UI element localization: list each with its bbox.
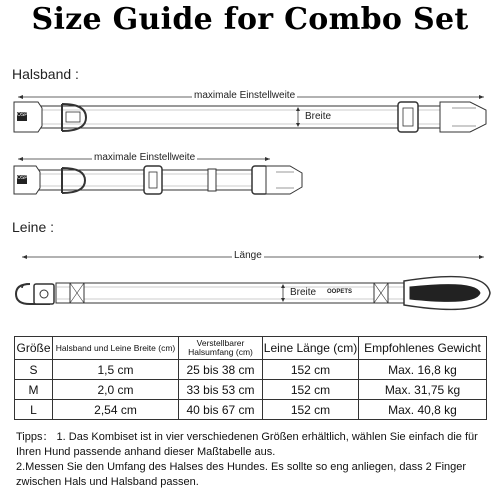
cell-length: 152 cm [263, 360, 359, 380]
size-table [14, 336, 487, 420]
cell-neck: 40 bis 67 cm [179, 400, 263, 420]
table-header-row [15, 337, 487, 360]
cell-size: M [15, 380, 53, 400]
collar-adjust-label: maximale Einstellweite [194, 90, 296, 101]
header-length: Leine Länge (cm) [263, 337, 359, 360]
header-size: Größe [15, 337, 53, 360]
cell-neck: 25 bis 38 cm [179, 360, 263, 380]
leash-length-label: Länge [234, 250, 262, 261]
page-title: Size Guide for Combo Set [31, 2, 469, 37]
header-weight: Empfohlenes Gewicht [359, 337, 487, 360]
leash-illustration [16, 255, 490, 309]
collar-width-label: Breite [305, 111, 332, 122]
cell-length: 152 cm [263, 380, 359, 400]
cell-size: L [15, 400, 53, 420]
cell-width: 1,5 cm [53, 360, 179, 380]
cell-size: S [15, 360, 53, 380]
header-neck: Verstellbarer Halsumfang (cm) [179, 337, 263, 360]
tip-2: 2.Messen Sie den Umfang des Halses des Hundes. Es sollte so eng anliegen, dass 2 Finger zwischen Hals und Halsband passen. [16, 461, 467, 488]
cell-weight: Max. 40,8 kg [359, 400, 487, 420]
table-row [15, 380, 487, 400]
leash-width-label: Breite [290, 287, 317, 298]
cell-width: 2,54 cm [53, 400, 179, 420]
leash-section-label: Leine : [12, 219, 55, 235]
table-row [15, 360, 487, 380]
cell-width: 2,0 cm [53, 380, 179, 400]
cell-length: 152 cm [263, 400, 359, 420]
header-width: Halsband und Leine Breite (cm) [53, 337, 179, 360]
table-row [15, 400, 487, 420]
cell-neck: 33 bis 53 cm [179, 380, 263, 400]
tips-section [16, 430, 488, 490]
cell-weight: Max. 16,8 kg [359, 360, 487, 380]
cell-weight: Max. 31,75 kg [359, 380, 487, 400]
collar-tag: OSPETS [17, 112, 38, 118]
tip-1: Tipps： 1. Das Kombiset ist in vier verschiedenen Größen erhältlich, wählen Sie einfach die für Ihren Hund passende anhand dieser Maßtabelle aus. [16, 431, 478, 458]
collar-small-tag: OSPETS [17, 175, 38, 181]
leash-tag: OOPETS [327, 289, 353, 295]
collar-section-label: Halsband : [12, 66, 79, 82]
collar-small-adjust-label: maximale Einstellweite [94, 152, 196, 163]
